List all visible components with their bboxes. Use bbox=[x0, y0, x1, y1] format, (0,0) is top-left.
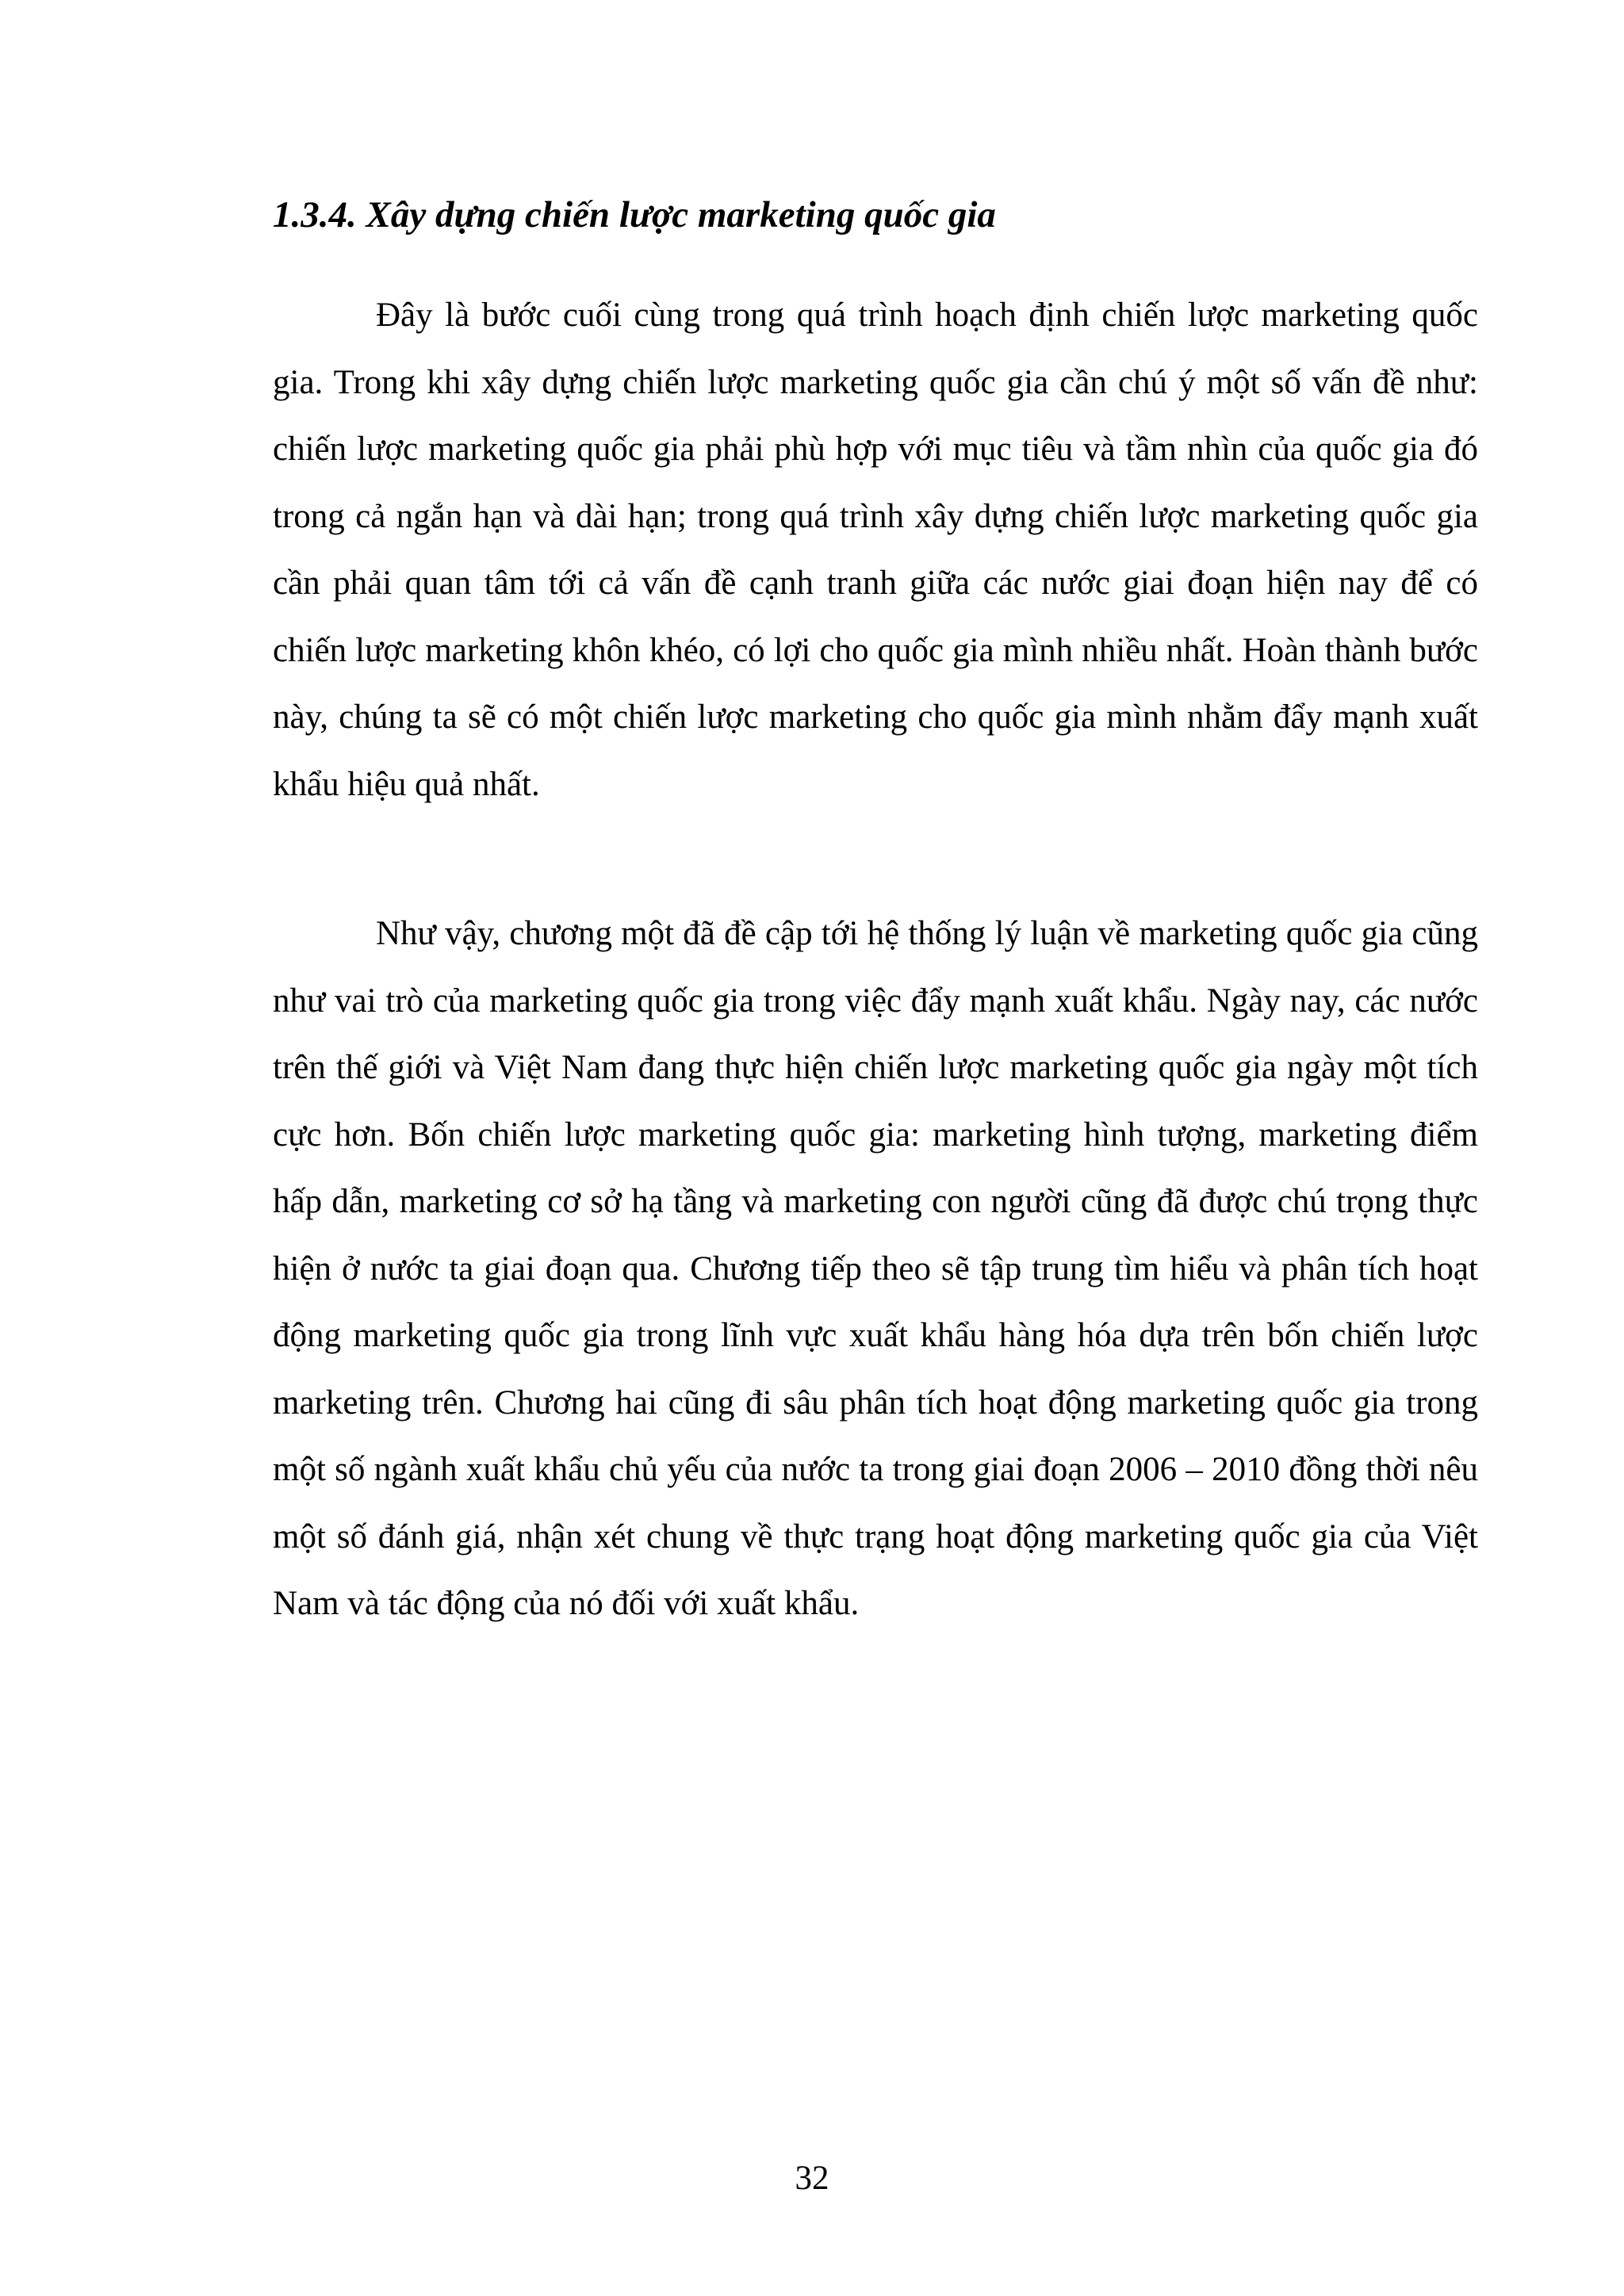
section-heading: 1.3.4. Xây dựng chiến lược marketing quốc gia bbox=[273, 194, 996, 235]
paragraph-2: Như vậy, chương một đã đề cập tới hệ thống lý luận về marketing quốc gia cũng như vai trò của marketing quốc gia trong việc đẩy mạnh xuất khẩu. Ngày nay, các nước trên thế giới và Việt Nam đang thực hiện chiến lược marketing quốc gia ngày một tích cực hơn. Bốn chiến lược marketing quốc gia: marketing hình tượng, marketing điểm hấp dẫn, marketing cơ sở hạ tầng và marketing con người cũng đã được chú trọng thực hiện ở nước ta giai đoạn qua. Chương tiếp theo sẽ tập trung tìm hiểu và phân tích hoạt động marketing quốc gia trong lĩnh vực xuất khẩu hàng hóa dựa trên bốn chiến lược marketing trên. Chương hai cũng đi sâu phân tích hoạt động marketing quốc gia trong một số ngành xuất khẩu chủ yếu của nước ta trong giai đoạn 2006 – 2010 đồng thời nêu một số đánh giá, nhận xét chung về thực trạng hoạt động marketing quốc gia của Việt Nam và tác động của nó đối với xuất khẩu. bbox=[273, 915, 1478, 1622]
page-number: 32 bbox=[795, 2160, 829, 2197]
paragraph-1: Đây là bước cuối cùng trong quá trình hoạch định chiến lược marketing quốc gia. Trong khi xây dựng chiến lược marketing quốc gia cần chú ý một số vấn đề như: chiến lược marketing quốc gia phải phù hợp với mục tiêu và tầm nhìn của quốc gia đó trong cả ngắn hạn và dài hạn; trong quá trình xây dựng chiến lược marketing quốc gia cần phải quan tâm tới cả vấn đề cạnh tranh giữa các nước giai đoạn hiện nay để có chiến lược marketing khôn khéo, có lợi cho quốc gia mình nhiều nhất. Hoàn thành bước này, chúng ta sẽ có một chiến lược marketing cho quốc gia mình nhằm đẩy mạnh xuất khẩu hiệu quả nhất. bbox=[273, 297, 1478, 803]
